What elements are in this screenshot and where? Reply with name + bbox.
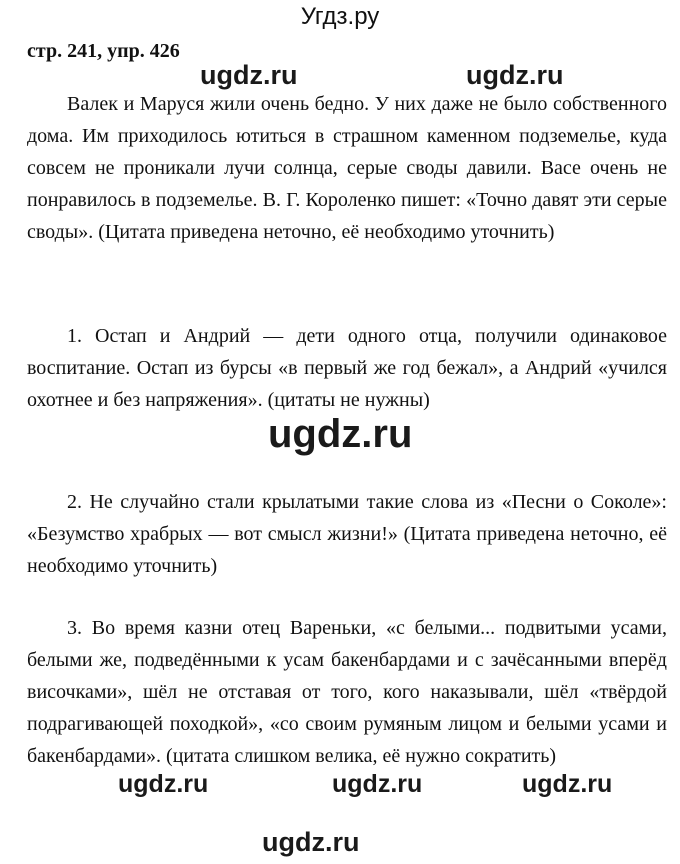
watermark: ugdz.ru (522, 770, 613, 798)
paragraph-item-1: 1. Остап и Андрий — дети одного отца, получили одинаковое воспитание. Остап из бурсы «в первый же год бежал», а Андрий «учился охотнее и без напряжения». (цитаты не нужны) (27, 325, 667, 411)
paragraph-intro: Валек и Маруся жили очень бедно. У них даже не было собственного дома. Им приходилось ютиться в страшном каменном подземелье, куда совсем не проникали лучи солнца, серые своды давили. Васе очень не понравилось в подземелье. В. Г. Короленко пишет: «Точно давят эти серые своды». (Цитата приведена неточно, её необходимо уточнить) (27, 93, 667, 243)
watermark: ugdz.ru (466, 60, 564, 90)
watermark: ugdz.ru (118, 770, 209, 798)
watermark: ugdz.ru (332, 770, 423, 798)
watermark: ugdz.ru (268, 412, 413, 456)
paragraph-item-3: 3. Во время казни отец Вареньки, «с белыми... подвитыми усами, белыми же, подведёнными к усам бакенбардами и с зачёсанными вперёд височками», шёл не отставая от того, кого наказывали, шёл «твёрдой подрагивающей походкой», «со своим румяным лицом и белыми усами и бакенбардами». (цитата слишком велика, её нужно сократить) (27, 617, 667, 767)
paragraph-item-2: 2. Не случайно стали крылатыми такие слова из «Песни о Соколе»: «Безумство храбрых — вот смысл жизни!» (Цитата приведена неточно, её необходимо уточнить) (27, 491, 667, 577)
site-header-title: Угдз.ру (300, 3, 380, 30)
watermark: ugdz.ru (200, 60, 298, 90)
page-reference: стр. 241, упр. 426 (27, 40, 180, 62)
watermark: ugdz.ru (262, 827, 360, 857)
